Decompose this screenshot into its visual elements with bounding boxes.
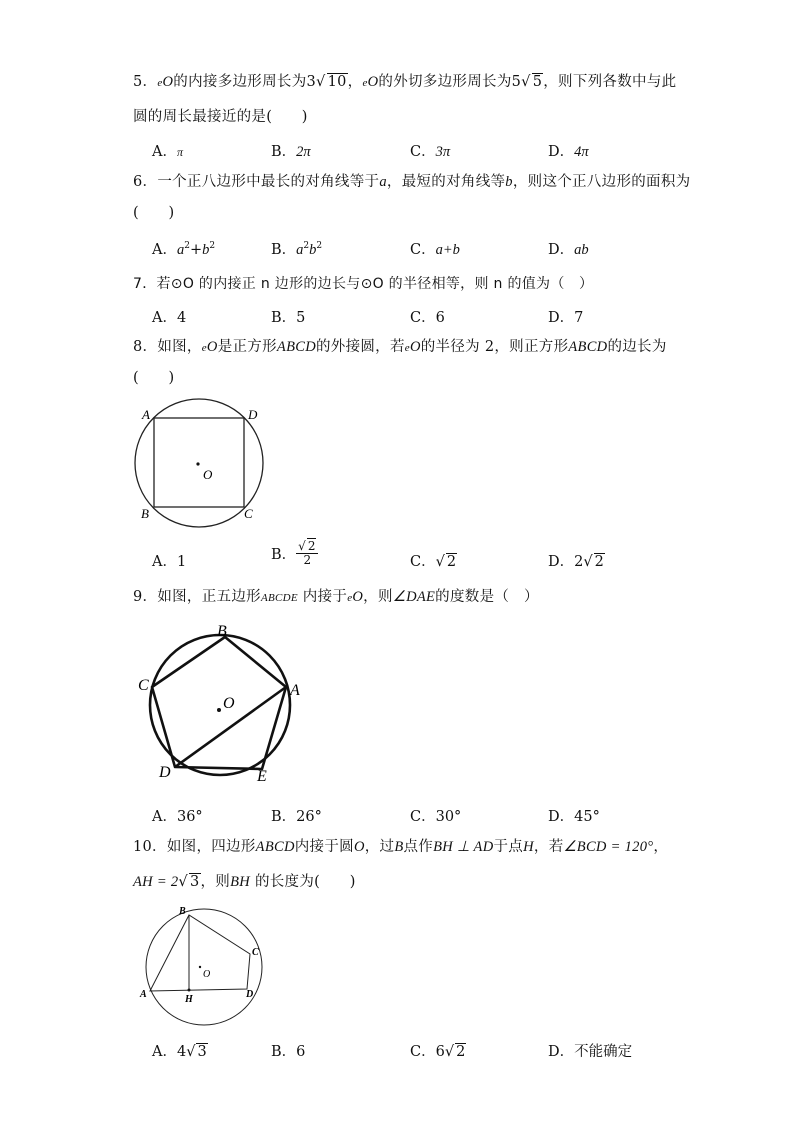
q8-choices (152, 539, 672, 570)
q10-text3: ，过 (364, 839, 395, 855)
choice-value: 1 (176, 554, 187, 570)
choice-label: B． (271, 809, 297, 825)
q5-value1-radicand: 10 (327, 74, 347, 90)
q7-choice-a[interactable] (152, 306, 186, 327)
label-d: D (159, 764, 171, 781)
q8-stem-line1 (133, 337, 667, 358)
choice-value: 36° (176, 809, 203, 825)
perpendicular-expr: BH ⊥ AD (433, 839, 494, 855)
q10-text9: 的长度为( ) (250, 874, 356, 890)
q5-text1: 的内接多边形周长为 (173, 74, 307, 90)
q10-stem-line2 (133, 872, 356, 892)
q5-choice-d[interactable] (548, 140, 589, 161)
square-abcd (154, 418, 244, 507)
q10-text5: 于点 (493, 839, 524, 855)
q10-choice-c[interactable] (410, 1040, 466, 1061)
q5-choice-c[interactable] (410, 140, 450, 161)
q9-figure (135, 620, 315, 790)
choice-label: D． (548, 242, 575, 258)
q5-stem-line2: 圆的周长最接近的是( ) (133, 109, 308, 125)
q8-number: 8． (133, 339, 158, 355)
q7-choice-c[interactable] (410, 306, 445, 327)
q10-choices (152, 1040, 672, 1060)
label-o: O (203, 969, 211, 980)
ah-expr: AH = 2 (133, 874, 179, 890)
q6-choice-d[interactable] (548, 238, 589, 259)
q7-choice-d[interactable] (548, 306, 583, 327)
q10-number: 10． (133, 839, 167, 855)
choice-value: 不能确定 (574, 1044, 633, 1060)
q7-choices (152, 306, 672, 326)
sqrt-symbol: √ 3 (186, 1044, 207, 1060)
angle-dae: ∠DAE (392, 589, 436, 605)
q10-text8: ，则 (200, 874, 231, 890)
choice-label: D． (548, 554, 575, 570)
q6-choice-b[interactable] (271, 238, 322, 259)
q5-choices (152, 140, 672, 160)
choice-label: C． (410, 242, 436, 258)
q9-text4: 的度数是（ ） (435, 589, 539, 605)
q8-choice-c[interactable] (410, 550, 457, 571)
fraction-numerator: √ 2 (296, 540, 318, 554)
var-a: a (296, 242, 304, 258)
choice-value: 4π (574, 144, 589, 160)
label-a: A (290, 682, 300, 699)
choice-label: C． (410, 310, 436, 326)
q7-choice-b[interactable] (271, 306, 305, 327)
angle-bcd: ∠BCD = 120° (563, 839, 654, 855)
q6-text3: ，则这个正八边形的面积为 (512, 174, 691, 190)
fraction (296, 540, 318, 567)
quad-abcd (150, 915, 250, 991)
q8-text2: 是正方形 (217, 339, 277, 355)
point-o-label: O (206, 339, 218, 355)
radicand: 3 (197, 1044, 207, 1060)
choice-label: A． (152, 1044, 177, 1060)
exponent: 2 (316, 241, 323, 251)
choice-value: 6 (435, 310, 445, 326)
label-b: B (179, 906, 186, 917)
foot-point-h (188, 989, 191, 992)
q7-stem: 7．若⊙O 的内接正 n 边形的边长与⊙O 的半径相等，则 n 的值为（ ） (133, 276, 594, 292)
center-point (196, 462, 199, 465)
q8-choice-a[interactable] (152, 550, 186, 571)
segment-bh-label: BH (230, 874, 251, 890)
q9-stem (133, 587, 539, 608)
circle-symbol: e (347, 592, 353, 604)
label-d: D (246, 989, 254, 1000)
choice-label: B． (271, 242, 297, 258)
var-a: a (176, 242, 185, 258)
choice-value: π (176, 145, 183, 159)
point-o-label: O (353, 839, 365, 855)
sqrt-symbol: √ 3 (178, 874, 200, 890)
q5-number: 5． (133, 74, 158, 90)
q8-text4: 的半径为 2，则正方形 (420, 339, 569, 355)
q8-figure (128, 398, 288, 528)
choice-label: C． (410, 554, 436, 570)
var-b: b (505, 174, 513, 190)
circle-symbol: e (362, 77, 368, 89)
point-b-label: B (394, 839, 404, 855)
q10-text1: 如图，四边形 (166, 839, 256, 855)
radicand: 2 (307, 539, 316, 553)
choice-label: A． (152, 144, 177, 160)
q9-choices (152, 805, 672, 825)
q9-choice-b[interactable] (271, 805, 322, 826)
q9-number: 9． (133, 589, 158, 605)
square-abcd-label: ABCD (568, 339, 608, 355)
choice-value: 7 (574, 310, 584, 326)
q8-stem-line2: ( ) (133, 370, 175, 386)
coefficient: 2 (574, 554, 584, 570)
q5-value2-coef: 5 (511, 74, 522, 90)
point-o-label: O (162, 74, 174, 90)
q5-text2: 的外切多边形周长为 (378, 74, 512, 90)
q10-text4: 点作 (403, 839, 434, 855)
q6-choice-a[interactable] (152, 238, 215, 259)
sqrt-symbol: √ 10 (316, 74, 347, 90)
choice-label: D． (548, 1044, 575, 1060)
exponent: 2 (303, 241, 310, 251)
radicand: 2 (594, 554, 604, 570)
choice-label: A． (152, 809, 177, 825)
choice-value: 5 (296, 310, 306, 326)
q6-stem-line2: ( ) (133, 205, 175, 221)
choice-label: D． (548, 809, 575, 825)
label-b: B (217, 623, 227, 640)
choice-value: 26° (296, 809, 322, 825)
choice-label: C． (410, 809, 436, 825)
label-c: C (138, 677, 149, 694)
q10-stem-line1 (133, 837, 668, 857)
choice-label: D． (548, 310, 575, 326)
choice-label: B． (271, 1044, 297, 1060)
label-c: C (244, 506, 253, 521)
q9-choice-d[interactable] (548, 805, 600, 826)
choice-label: A． (152, 310, 177, 326)
choice-value: 4 (176, 310, 187, 326)
q5-comma: ， (347, 74, 363, 90)
circle-symbol: e (201, 342, 207, 354)
choice-value: 30° (435, 809, 462, 825)
label-h: H (185, 994, 193, 1005)
label-a: A (142, 407, 150, 422)
var-a: a (379, 174, 387, 190)
var-b: b (202, 242, 210, 258)
q5-choice-b[interactable] (271, 140, 311, 161)
choice-value: a+b (435, 242, 460, 258)
choice-value: ab (574, 242, 589, 258)
circle-symbol: e (404, 342, 410, 354)
q6-stem-line1 (133, 172, 690, 192)
label-a: A (140, 989, 147, 1000)
quad-abcd-label: ABCD (255, 839, 295, 855)
q6-number: 6． (133, 174, 158, 190)
q8-choice-b[interactable] (271, 540, 318, 567)
q5-value2-radicand: 5 (532, 74, 543, 90)
q9-text3: ，则 (363, 589, 393, 605)
exponent: 2 (184, 241, 190, 251)
label-c: C (252, 947, 259, 958)
point-h-label: H (523, 839, 534, 855)
sqrt-symbol: √ 2 (444, 1044, 466, 1060)
coefficient: 4 (176, 1044, 187, 1060)
q9-text1: 如图，正五边形 (157, 589, 261, 605)
q5-stem-line1 (133, 72, 676, 93)
label-b: B (141, 506, 149, 521)
q10-figure (138, 905, 278, 1025)
q9-choice-a[interactable] (152, 805, 203, 826)
choice-value: 3π (435, 144, 451, 160)
sqrt-symbol: √ 5 (521, 74, 543, 90)
point-o-label: O (352, 589, 364, 605)
q6-text2: ，最短的对角线等 (386, 174, 506, 190)
var-b: b (309, 242, 317, 258)
choice-label: B． (271, 144, 297, 160)
q10-text6: ，若 (533, 839, 564, 855)
label-e: E (257, 768, 267, 785)
choice-value: 2π (296, 144, 311, 160)
label-d: D (248, 407, 258, 422)
choice-label: C． (410, 1044, 436, 1060)
q6-choice-c[interactable] (410, 238, 460, 259)
sqrt-symbol: √ 2 (435, 554, 457, 570)
q5-text3: ，则下列各数中与此 (543, 74, 677, 90)
q10-choice-d[interactable] (548, 1040, 632, 1061)
exponent: 2 (209, 241, 216, 251)
q8-text1: 如图， (157, 339, 202, 355)
q6-text1: 一个正八边形中最长的对角线等于 (157, 174, 380, 190)
q10-choice-a[interactable] (152, 1040, 208, 1061)
choice-label: B． (271, 547, 297, 563)
point-o-label: O (409, 339, 421, 355)
circumcircle (146, 909, 262, 1025)
q6-choices (152, 238, 672, 258)
label-o: O (223, 695, 235, 712)
sqrt-symbol: √ 2 (583, 554, 604, 570)
q5-value1-coef: 3 (306, 74, 317, 90)
q9-choice-c[interactable] (410, 805, 461, 826)
q8-choice-d[interactable] (548, 550, 605, 571)
fraction-denominator: 2 (303, 553, 312, 567)
circle-symbol: e (157, 77, 163, 89)
choice-value: 6 (296, 1044, 306, 1060)
radicand: 2 (456, 1044, 466, 1060)
q8-text3: 的外接圆，若 (315, 339, 405, 355)
choice-label: D． (548, 144, 575, 160)
q10-choice-b[interactable] (271, 1040, 305, 1061)
radicand: 2 (446, 554, 457, 570)
choice-value: 45° (574, 809, 600, 825)
choice-label: B． (271, 310, 297, 326)
q10-text7: ， (653, 839, 669, 855)
point-o-label: O (367, 74, 379, 90)
center-point (199, 966, 201, 968)
q8-text5: 的边长为 (607, 339, 667, 355)
choice-label: A． (152, 242, 177, 258)
radicand: 3 (189, 874, 200, 890)
plus-sign: + (189, 242, 203, 258)
choice-label: C． (410, 144, 436, 160)
center-point (217, 708, 221, 712)
q10-text2: 内接于圆 (294, 839, 354, 855)
square-abcd-label: ABCD (276, 339, 316, 355)
label-o: O (203, 467, 213, 482)
choice-label: A． (152, 554, 177, 570)
pentagon-label: ABCDE (260, 592, 298, 604)
coefficient: 6 (435, 1044, 445, 1060)
q9-text2: 内接于 (297, 589, 348, 605)
q5-choice-a[interactable] (152, 140, 183, 161)
